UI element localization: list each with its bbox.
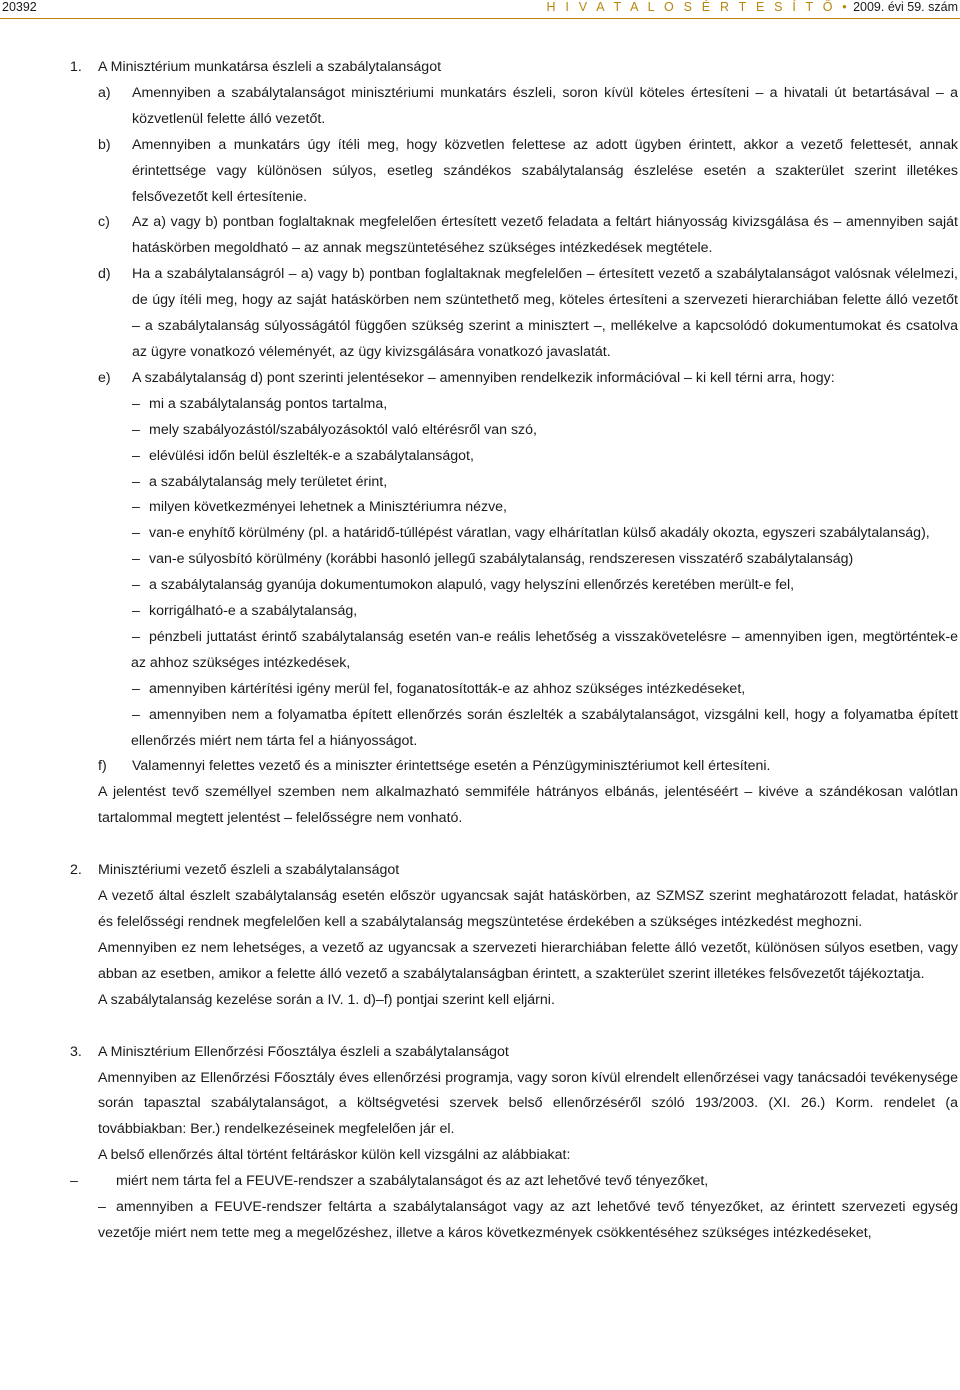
list-item: – elévülési időn belül észlelték-e a szabálytalanságot, xyxy=(132,447,474,464)
list-item: – amennyiben a FEUVE-rendszer feltárta a szabálytalanságot vagy az azt lehetővé tevő tényezőket, az érintett szervezeti egység vezetője miért nem tette meg a megelőzéshez, illetve a káros következmények csökkentéséhez szükséges intézkedéseket, xyxy=(98,1199,958,1241)
section-3-title: 3. A Minisztérium Ellenőrzési Főosztálya észleli a szabálytalanságot xyxy=(70,1040,958,1066)
list-item: – van-e enyhítő körülmény (pl. a határidő-túllépést váratlan, vagy elhárítatlan külső akadály okozta, egyszeri szabálytalanság), xyxy=(132,525,930,542)
list-item: – amennyiben kártérítési igény merül fel, foganatosították-e az ahhoz szükséges intézkedéseket, xyxy=(132,680,746,697)
journal-title: H I V A T A L O S É R T E S Í T Ő xyxy=(546,0,836,14)
item-c: c) Az a) vagy b) pontban foglaltaknak megfelelően értesített vezető feladata a feltárt hiányosság kivizsgálása és – amennyiben saját hatáskörben megoldható – az annak megszüntetéséhez szükséges intézkedések megtétele. xyxy=(98,214,958,257)
section-2-title: 2. Minisztériumi vezető észleli a szabálytalanságot xyxy=(70,858,958,884)
document-body xyxy=(70,55,958,1247)
list-item: – milyen következményei lehetnek a Minisztériumra nézve, xyxy=(132,499,507,516)
list-item: – van-e súlyosbító körülmény (korábbi hasonló jellegű szabálytalanság, rendszeresen visszatérő szabálytalanság) xyxy=(132,551,854,568)
item-e: e) A szabálytalanság d) pont szerinti jelentésekor – amennyiben rendelkezik információval – ki kell térni arra, hogy: xyxy=(98,369,835,386)
journal-info xyxy=(546,0,958,14)
list-item: – a szabálytalanság gyanúja dokumentumokon alapuló, vagy helyszíni ellenőrzés keretében merült-e fel, xyxy=(132,577,795,594)
header-rule xyxy=(0,18,960,19)
list-item: – korrigálható-e a szabálytalanság, xyxy=(132,603,358,620)
section-2-number: 2. xyxy=(70,862,82,879)
list-item: – mely szabályozástól/szabályozásoktól való eltérésről van szó, xyxy=(132,421,537,438)
item-a: a) Amennyiben a szabálytalanságot minisztériumi munkatárs észleli, soron kívül köteles értesíteni – a hivatali út betartásával – a közvetlenül felette álló vezetőt. xyxy=(98,84,958,127)
list-item: – amennyiben nem a folyamatba épített ellenőrzés során észlelték a szabálytalanságot, vizsgálni kell, hogy a folyamatba épített ellenőrzés miért nem tárta fel a hiányosságot. xyxy=(131,706,958,749)
page-number: 20392 xyxy=(2,0,37,14)
item-d: d) Ha a szabálytalanságról – a) vagy b) pontban foglaltaknak megfelelően – értesített vezető a szabálytalanságot valósnak vélelmezi, de úgy ítéli meg, hogy az saját hatáskörben nem szüntethető meg, köteles értesíteni a szervezeti hierarchiában felette álló vezetőt – a szabálytalanság súlyosságától függően szükség szerint a minisztert –, mellékelve a kapcsolódó dokumentumokat és csatolva az ügyre vonatkozó véleményét, az ügy kivizsgálására vonatkozó javaslatát. xyxy=(98,266,958,360)
section-1-closing: A jelentést tevő személlyel szemben nem alkalmazható semmiféle hátrányos elbánás, jelentéséért – kivéve a szándékosan valótlan tartalommal megtett jelentést – felelősségre nem vonható. xyxy=(98,784,958,827)
section-2-paragraph: A szabálytalanság kezelése során a IV. 1. d)–f) pontjai szerint kell eljárni. xyxy=(98,991,555,1008)
section-3-paragraph: A belső ellenőrzés által történt feltáráskor külön kell vizsgálni az alábbiakat: xyxy=(98,1147,571,1164)
section-1-number: 1. xyxy=(70,59,82,75)
header-bullet: • xyxy=(842,0,847,14)
section-3-number: 3. xyxy=(70,1043,82,1060)
issue-label: 2009. évi 59. szám xyxy=(853,0,958,14)
list-item: – miért nem tárta fel a FEUVE-rendszer a szabálytalanságot és az azt lehetővé tevő tényezőket, xyxy=(70,1173,709,1190)
list-item: – pénzbeli juttatást érintő szabálytalanság esetén van-e reális lehetőség a visszakövetelésre – amennyiben igen, megtörténtek-e az ahhoz szükséges intézkedések, xyxy=(131,628,958,671)
page-header xyxy=(0,0,960,22)
section-3-paragraph: Amennyiben az Ellenőrzési Főosztály éves ellenőrzési programja, vagy soron kívül elrendelt ellenőrzései vagy tanácsadói tevékenysége során tapasztal szabálytalanságot, a költségvetési szervek belső ellenőrzéséről szóló 193/2003. (XI. 26.) Korm. rendelet (a továbbiakban: Ber.) rendelkezéseinek megfelelően jár el. xyxy=(98,1069,958,1138)
item-b: b) Amennyiben a munkatárs úgy ítéli meg, hogy közvetlen felettese az adott ügyben érintett, akkor a vezető felettesét, annak érintettsége vagy különösen súlyos, esetleg szándékos szabálytalanság észlelése esetén a szakterület szerint illetékes felsővezetőt kell értesítenie. xyxy=(98,136,958,205)
section-2-paragraph: A vezető által észlelt szabálytalanság esetén először ugyancsak saját hatáskörben, az SZMSZ szerint meghatározott feladat, hatáskör és felelősségi rendnek megfelelően kell a szabálytalanság megszüntetése érdekében a szükséges intézkedést meghozni. xyxy=(98,888,958,930)
section-2-paragraph: Amennyiben ez nem lehetséges, a vezető az ugyancsak a szervezeti hierarchiában felette álló vezetőt, különösen súlyos esetben, vagy abban az esetben, amikor a felette álló vezető a szabálytalanságban érintett, a szakterület szerint illetékes felsővezetőt tájékoztatja. xyxy=(98,939,958,982)
list-item: – a szabálytalanság mely területet érint, xyxy=(132,473,388,490)
section-1-title: 1. A Minisztérium munkatársa észleli a szabálytalanságot xyxy=(70,55,958,81)
item-f: f) Valamennyi felettes vezető és a miniszter érintettsége esetén a Pénzügyminisztériumot kell értesíteni. xyxy=(98,758,771,775)
list-item: – mi a szabálytalanság pontos tartalma, xyxy=(132,395,388,412)
